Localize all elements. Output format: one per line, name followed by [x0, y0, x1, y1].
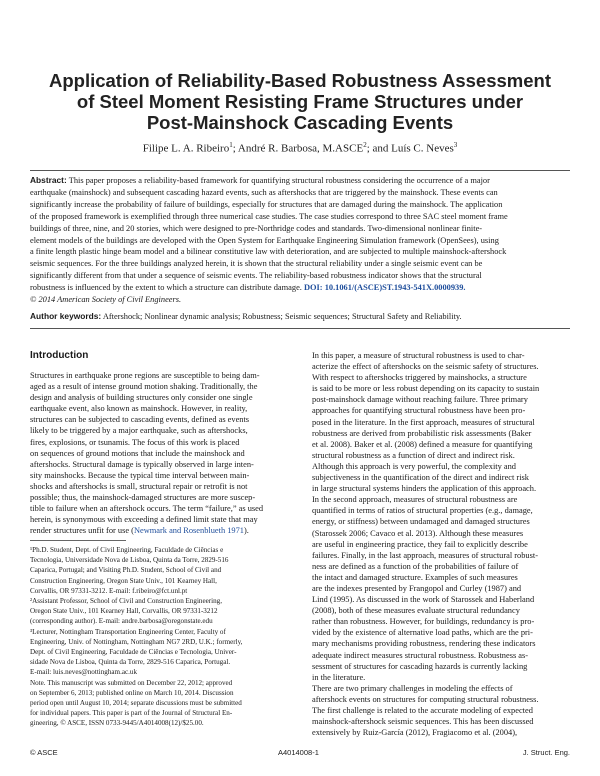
body-line: earthquake event, also known as mainshock. However, in reality, [30, 404, 248, 414]
author-list [30, 141, 570, 155]
body-line: mainshock-aftershock seismic sequences. This has been discussed [312, 717, 534, 727]
footnote-divider [30, 540, 126, 541]
body-line: mary mechanisms providing robustness, rendering these indicators [312, 639, 536, 649]
body-line: in large structural systems hinders the application of this approach. [312, 484, 537, 494]
body-line: aged as a result of intense ground motion shaking. Traditionally, the [30, 382, 258, 392]
title-line: of Steel Moment Resisting Frame Structures under [76, 91, 524, 112]
body-line: are useful in engineering practice, they fail to explicitly describe [312, 539, 528, 549]
left-column [30, 350, 288, 536]
doi-link[interactable]: DOI: 10.1061/(ASCE)ST.1943-541X.0000939. [303, 283, 466, 293]
body-line: shocks and aftershocks is small, structural repair or retrofit is not [30, 481, 248, 491]
footer-page-id: A4014008-1 [278, 748, 319, 757]
footnote-line: sidade Nova de Lisboa, Quinta da Torre, 2829-516 Caparica, Portugal. [30, 658, 231, 667]
footer-journal: J. Struct. Eng. [522, 748, 570, 757]
footnote-line: Tecnologia, Universidade Nova de Lisboa, Quinta da Torre, 2829-516 [30, 556, 229, 565]
footnote-line: ³Lecturer, Nottingham Transportation Engineering Center, Faculty of [30, 627, 226, 636]
body-line: (2008), both of these measures evaluate structural redundancy [312, 606, 520, 616]
author-name: ; André R. Barbosa, M.ASCE [232, 142, 364, 155]
author-name: Filipe L. A. Ribeiro [142, 142, 230, 155]
footnotes [30, 545, 288, 729]
title-line: Application of Reliability-Based Robustness Assessment [48, 70, 551, 91]
body-line: quantified in terms of ratios of structural properties (e.g., damage, [312, 506, 533, 516]
body-line: design and analysis of building structures only consider one single [30, 393, 253, 403]
abstract [30, 175, 570, 306]
body-line: There are two primary challenges in modeling the effects of [312, 683, 513, 693]
body-line: robustness are derived from probabilistic risk assessments (Baker [312, 428, 532, 438]
title-line: Post-Mainshock Cascading Events [146, 112, 454, 133]
body-line: is said to be more or less robust depending on its capacity to sustain [312, 384, 540, 394]
body-line: aftershock events on structures for computing structural robustness. [312, 694, 539, 704]
abstract-line: element models of the buildings are developed with the Open System for Earthquake Engineering Simulation framework (OpenSees), using [30, 235, 499, 245]
keywords-text: Aftershock; Nonlinear dynamic analysis; Robustness; Seismic sequences; Structural Safety and Reliability. [102, 312, 462, 321]
author-keywords [30, 311, 570, 321]
body-line-tail: ). [243, 526, 249, 536]
author-name: ; and Luís C. Neves [366, 142, 454, 155]
section-heading: Introduction [30, 350, 89, 361]
keywords-label: Author keywords: [30, 311, 102, 321]
footnote-line: Engineering, Univ. of Nottingham, Nottingham NG7 2RD, U.K.; formerly, [30, 637, 243, 646]
abstract-line: a finite length plastic hinge beam model and a bilinear constitutive law with deterioration, and are subjected to multiple mainshock-aftershock [30, 247, 507, 257]
footnote-line: for individual papers. This paper is part of the Journal of Structural En- [30, 709, 233, 718]
citation-link[interactable]: Newmark and Rosenblueth 1971 [133, 526, 244, 536]
body-line: ness are defined as a function of the probabilities of failure of [312, 561, 519, 571]
body-line: sity mainshocks. Because the typical time interval between main- [30, 470, 250, 480]
body-line: Structures in earthquake prone regions are susceptible to being dam- [30, 371, 260, 380]
body-line: in the literature. [312, 672, 366, 682]
abstract-line: earthquake (mainshock) and subsequent cascading hazard events, such as aftershocks that are triggered by the mainshock. These events can [30, 187, 498, 197]
body-line: With respect to aftershocks triggered by mainshocks, a structure [312, 373, 527, 383]
body-line: post-mainshock damage without reaching failure. Three primary [312, 395, 528, 405]
body-line: possible; thus, the mainshock-damaged structures are more suscep- [30, 493, 256, 503]
body-line: vided by the existence of alternative load paths, which are the pri- [312, 628, 533, 638]
body-line: approaches for quantifying structural robustness have been pro- [312, 406, 526, 416]
right-column [312, 350, 570, 738]
body-line: structural robustness as a function of direct and indirect risk. [312, 450, 515, 460]
footnote-line: ²Assistant Professor, School of Civil and Construction Engineering, [30, 597, 222, 606]
body-line: likely to be triggered by a major earthquake, such as aftershocks, [30, 426, 248, 436]
author-affiliation-mark: 2 [363, 141, 367, 149]
footnote-line: ¹Ph.D. Student, Dept. of Civil Engineering, Faculdade de Ciências e [30, 546, 224, 554]
body-line: fires, explosions, or tsunamis. The focus of this work is placed [30, 437, 240, 447]
abstract-line: This paper proposes a reliability-based framework for quantifying structural robustness considering the occurrence of a major [68, 176, 490, 185]
abstract-divider [30, 328, 570, 329]
abstract-line: significantly different from that under a sequence of seismic events. The reliability-based robustness indicator shows that the structural [30, 271, 482, 281]
footnote-line: Corvallis, OR 97331-3212. E-mail: f.ribeiro@fct.unl.pt [30, 586, 188, 595]
abstract-line: robustness is influenced by the extent to which a structure can distribute damage. [30, 283, 302, 293]
body-line: on sequences of ground motions that include the mainshock and [30, 448, 245, 458]
body-line: the intact and damaged structure. Examples of such measures [312, 572, 518, 582]
body-line: herein, is synonymous with exceeding a defined limit state that may [30, 515, 258, 525]
footnote-line: Dept. of Civil Engineering, Faculdade de Ciências e Tecnologia, Univer- [30, 648, 237, 657]
abstract-label: Abstract: [30, 175, 67, 185]
footnote-line: Construction Engineering, Oregon State Univ., 101 Kearney Hall, [30, 576, 217, 585]
body-line: Lind (1995). As discussed in the work of Starossek and Haberland [312, 595, 535, 605]
body-line: In the second approach, measures of structural robustness are [312, 495, 518, 505]
footer-publisher: © ASCE [30, 748, 58, 757]
body-line: energy, or stiffness) between undamaged and damaged structures [312, 517, 530, 527]
abstract-line: seismic sequences. For the three buildings analyzed herein, it is shown that the structural reliability under a single seismic event can be [30, 259, 483, 269]
body-line: sessment of structures for cascading hazards is currently lacking [312, 661, 528, 671]
body-line: render structures unfit for use ( [30, 526, 134, 536]
footnote-line: period open until August 10, 2014; separate discussions must be submitted [30, 699, 242, 708]
body-line: rather than robustness. However, for buildings, redundancy is pro- [312, 617, 535, 627]
footnote-line: on September 6, 2013; published online on March 10, 2014. Discussion [30, 688, 234, 697]
body-line: The first challenge is related to the accurate modeling of expected [312, 706, 533, 715]
page-footer [30, 748, 570, 760]
body-line: subjectiveness in the quantification of the direct and indirect risk [312, 473, 529, 483]
body-line: Although this approach is very powerful, the complexity and [312, 461, 516, 471]
abstract-line: of the proposed framework is exemplified through three numerical case studies. The case studies correspond to three SAC steel moment frame [30, 211, 508, 221]
footnote-line: Oregon State Univ., 101 Kearney Hall, Corvallis, OR 97331-3212 [30, 607, 218, 616]
author-affiliation-mark: 1 [229, 141, 233, 149]
body-line: tible to failure when an aftershock occurs. The term “failure,” as used [30, 504, 264, 514]
body-line: are the indexes presented by Frangopol and Curley (1987) and [312, 583, 522, 593]
body-line: aftershocks. Structural damage is typically observed in large inten- [30, 459, 254, 469]
body-line: (Starossek 2006; Cavaco et al. 2013). Although these measures [312, 528, 524, 538]
body-line: failures. Finally, in the last approach, measures of structural robust- [312, 550, 538, 560]
author-affiliation-mark: 3 [453, 141, 458, 149]
body-line: et al. 2008). Baker et al. (2008) defined a measure for quantifying [312, 439, 533, 449]
abstract-line: buildings of three, nine, and 20 stories, which were designed to pre-Northridge codes and standards. Two-dimensional nonlinear finite- [30, 223, 483, 233]
body-line: extensively by Ruiz-García (2012), Fragiacomo et al. (2004), [312, 728, 518, 738]
body-line: acterize the effect of aftershocks on the seismic safety of structures. [312, 362, 539, 372]
body-line: In this paper, a measure of structural robustness is used to char- [312, 351, 525, 360]
footnote-line: Caparica, Portugal; and Visiting Ph.D. Student, School of Civil and [30, 566, 222, 575]
copyright: © 2014 American Society of Civil Engineers. [30, 295, 182, 305]
footnote-line: E-mail: luis.neves@nottingham.ac.uk [30, 668, 138, 677]
header-divider [30, 170, 570, 171]
footnote-line: (corresponding author). E-mail: andre.barbosa@oregonstate.edu [30, 617, 213, 626]
footnote-line: Note. This manuscript was submitted on December 22, 2012; approved [30, 678, 233, 687]
body-line: adequate indirect measures structural robustness. Robustness as- [312, 650, 529, 660]
paper-title [30, 70, 570, 133]
abstract-line: significantly increase the probability of failure of buildings, especially for structures that are damaged during the mainshock. The application [30, 199, 503, 209]
footnote-line: gineering, © ASCE, ISSN 0733-9445/A4014008(12)/$25.00. [30, 719, 204, 728]
body-line: posed in the literature. In the first approach, measures of structural [312, 417, 535, 427]
body-line: structures can be subjected to cascading events, defined as events [30, 415, 250, 425]
